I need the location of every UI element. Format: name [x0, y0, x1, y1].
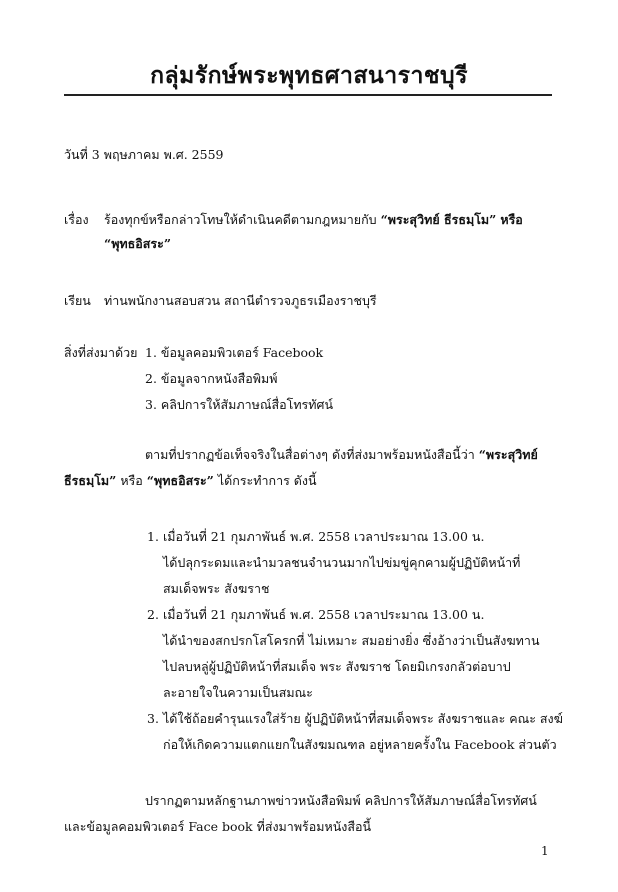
item-number: 2. [147, 607, 159, 622]
intro-line-1 [145, 447, 538, 463]
subject-label: เรื่อง [64, 212, 89, 227]
item-line: ก่อให้เกิดความแตกแยกในสังฆมณฑล อยู่หลายครั้งใน Facebook ส่วนตัว [163, 737, 557, 752]
attachment-item: 2. ข้อมูลจากหนังสือพิมพ์ [145, 371, 278, 386]
date-line: วันที่ 3 พฤษภาคม พ.ศ. 2559 [64, 147, 224, 162]
item-line: สมเด็จพระ สังฆราช [163, 581, 270, 596]
attachment-item: 1. ข้อมูลคอมพิวเตอร์ Facebook [145, 345, 324, 360]
item-line: ไปลบหลู่ผู้ปฏิบัติหน้าที่สมเด็จ พระ สังฆราช โดยมิเกรงกลัวต่อบาป [163, 659, 511, 674]
closing-line-1: ปรากฏตามหลักฐานภาพข่าวหนังสือพิมพ์ คลิปการให้สัมภาษณ์สื่อโทรทัศน์ [145, 793, 537, 808]
title-underline [64, 94, 552, 96]
intro-monk-surname: ธีรธมฺโม” [64, 473, 117, 488]
attachments-label: สิ่งที่ส่งมาด้วย [64, 345, 138, 360]
recipient-text: ท่านพนักงานสอบสวน สถานีตำรวจภูธรเมืองราชบุรี [104, 293, 377, 308]
closing-line-2: และข้อมูลคอมพิวเตอร์ Face book ที่ส่งมาพร้อมหนังสือนี้ [64, 819, 372, 834]
intro-monk-alias: “พุทธอิสระ” [146, 473, 214, 488]
item-line: เมื่อวันที่ 21 กุมภาพันธ์ พ.ศ. 2558 เวลาประมาณ 13.00 น. [163, 529, 485, 544]
intro-line-2 [64, 473, 317, 489]
page-number: 1 [541, 844, 549, 858]
item-line: ได้ปลุกระดมและนำมวลชนจำนวนมากไปข่มขู่คุกคามผู้ปฏิบัติหน้าที่ [163, 555, 521, 570]
intro-or: หรือ [120, 473, 143, 488]
subject-alias: “พุทธอิสระ” [104, 236, 172, 251]
item-number: 1. [147, 529, 159, 544]
subject-or: หรือ [500, 212, 523, 227]
subject-text: ร้องทุกข์หรือกล่าวโทษให้ดำเนินคดีตามกฎหมายกับ [104, 212, 377, 227]
attachment-item: 3. คลิปการให้สัมภาษณ์สื่อโทรทัศน์ [145, 397, 333, 412]
recipient-label: เรียน [64, 293, 91, 308]
subject-line-1 [104, 212, 523, 228]
subject-monk-name: “พระสุวิทย์ ธีรธมฺโม” [380, 212, 497, 227]
item-line: ได้ใช้ถ้อยคำรุนแรงใส่ร้าย ผู้ปฏิบัติหน้าที่สมเด็จพระ สังฆราชและ คณะ สงฆ์ [163, 711, 563, 726]
intro-text: ตามที่ปรากฏข้อเท็จจริงในสื่อต่างๆ ดังที่ส่งมาพร้อมหนังสือนี้ว่า [145, 447, 475, 462]
item-line: ละอายใจในความเป็นสมณะ [163, 685, 313, 700]
item-line: ได้นำของสกปรกโสโครกที่ ไม่เหมาะ สมอย่างยิ่ง ซึ่งอ้างว่าเป็นสังฆทาน [163, 633, 540, 648]
item-line: เมื่อวันที่ 21 กุมภาพันธ์ พ.ศ. 2558 เวลาประมาณ 13.00 น. [163, 607, 485, 622]
intro-suffix: ได้กระทำการ ดังนี้ [217, 473, 317, 488]
item-number: 3. [147, 711, 159, 726]
document-title: กลุ่มรักษ์พระพุทธศาสนาราชบุรี [150, 62, 468, 89]
intro-monk-name: “พระสุวิทย์ [478, 447, 538, 462]
